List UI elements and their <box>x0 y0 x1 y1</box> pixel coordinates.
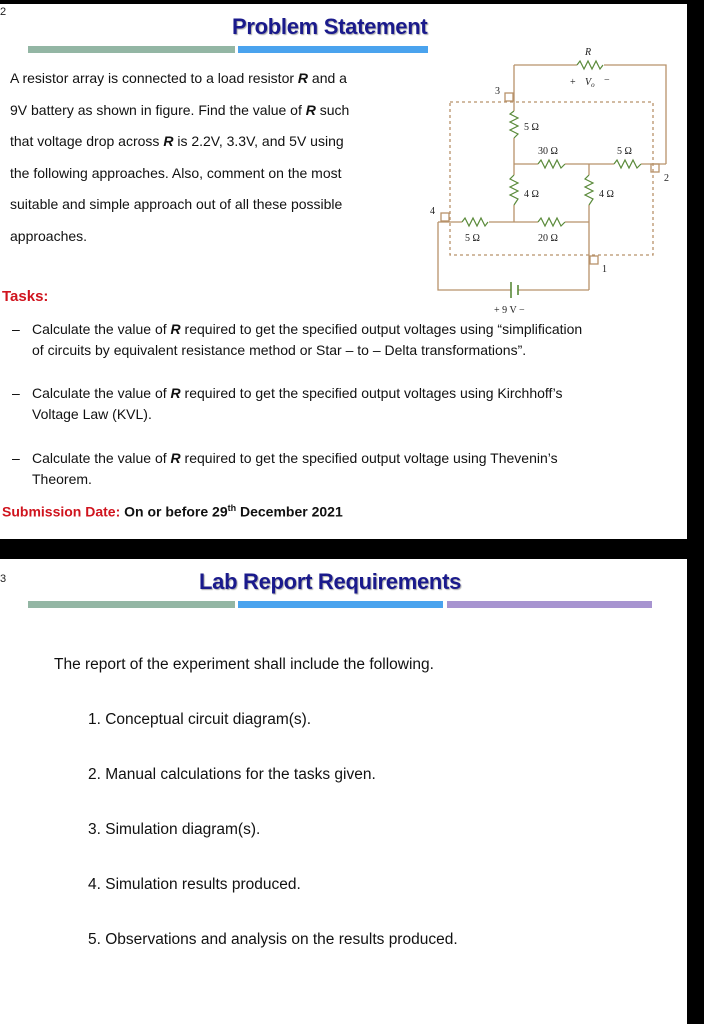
text: Calculate the value of <box>32 321 171 337</box>
page-number: 2 <box>0 6 7 18</box>
circuit-diagram <box>0 0 687 330</box>
tasks-label: Tasks: <box>2 288 49 305</box>
label-r-30: 30 Ω <box>538 146 558 157</box>
bullet-dash: – <box>12 321 20 337</box>
list-item: 3. Simulation diagram(s). <box>88 821 261 838</box>
label-minus: − <box>604 75 610 86</box>
slide-problem-statement <box>0 4 687 539</box>
resistor-5-top <box>510 111 518 138</box>
battery-icon <box>511 282 518 298</box>
text: such <box>315 101 350 118</box>
bullet-dash: – <box>12 450 20 466</box>
node-4: 4 <box>430 206 435 217</box>
text: 9V battery as shown in figure. Find the value of <box>10 101 306 118</box>
list-item: 5. Observations and analysis on the results produced. <box>88 931 458 948</box>
title-bar-purple <box>447 601 652 608</box>
text: required to get the specified output voltage using Thevenin’s <box>180 450 558 466</box>
label-r-4b: 4 Ω <box>599 189 614 200</box>
page-number: 3 <box>0 573 7 585</box>
intro-text: The report of the experiment shall include the following. <box>54 656 434 673</box>
task-line-1 <box>32 385 563 401</box>
task-line-2: Voltage Law (KVL). <box>32 406 152 422</box>
submission-date <box>2 503 343 520</box>
bullet-dash: – <box>12 385 20 401</box>
resistor-30 <box>538 160 565 168</box>
list-item: 1. Conceptual circuit diagram(s). <box>88 711 312 728</box>
resistor-4b <box>585 175 593 205</box>
slide-lab-report <box>0 559 687 1024</box>
text: Calculate the value of <box>32 385 171 401</box>
bold-R: R <box>297 70 309 86</box>
resistor-5-bottom <box>462 218 488 226</box>
bold-R: R <box>170 321 181 337</box>
task-line-2: of circuits by equivalent resistance method or Star – to – Delta transformations”. <box>32 342 527 358</box>
resistor-5-right <box>614 160 641 168</box>
bold-R: R <box>305 101 316 118</box>
label-vo: $V_o$ <box>585 77 595 89</box>
text: A resistor array is connected to a load resistor <box>10 70 298 86</box>
text: approaches. <box>10 228 88 244</box>
label-R: R <box>585 47 592 58</box>
label-r-20: 20 Ω <box>538 233 558 244</box>
text: required to get the specified output voltages using “simplification <box>180 321 583 337</box>
slide-title: Lab Report Requirements <box>199 569 462 594</box>
text: that voltage drop across <box>10 133 164 150</box>
list-item: 4. Simulation results produced. <box>88 876 301 893</box>
list-item: 2. Manual calculations for the tasks given. <box>88 766 376 783</box>
text: is 2.2V, 3.3V, and 5V using <box>173 133 344 150</box>
label-r-bl: 5 Ω <box>465 233 480 244</box>
text: suitable and simple approach out of all these possible <box>10 196 343 213</box>
text: required to get the specified output voltages using Kirchhoff’s <box>180 385 563 401</box>
node-1: 1 <box>602 264 607 275</box>
title-bar-green <box>28 601 235 608</box>
slide-title: Problem Statement <box>232 14 428 39</box>
submission-tail: December 2021 <box>236 503 343 520</box>
text: the following approaches. Also, comment on the most <box>10 164 342 181</box>
label-r-right: 5 Ω <box>617 146 632 157</box>
bold-R: R <box>163 133 174 150</box>
task-line-1 <box>32 450 558 466</box>
task-line-2: Theorem. <box>32 471 92 487</box>
submission-value: On or before 29 <box>124 503 228 520</box>
label-battery: + 9 V − <box>494 305 525 316</box>
submission-label: Submission Date: <box>2 503 121 520</box>
label-r-4a: 4 Ω <box>524 189 539 200</box>
resistor-20 <box>538 218 565 226</box>
text: and a <box>308 70 347 86</box>
label-r-top: 5 Ω <box>524 122 539 133</box>
node-3: 3 <box>495 86 500 97</box>
submission-sup: th <box>227 503 237 513</box>
title-bar-blue <box>238 601 443 608</box>
resistor-4a <box>510 175 518 205</box>
bold-R: R <box>170 385 181 401</box>
node-2: 2 <box>664 173 669 184</box>
bold-R: R <box>170 450 181 466</box>
resistor-R <box>577 61 603 69</box>
text: Calculate the value of <box>32 450 171 466</box>
label-plus: + <box>570 77 576 88</box>
